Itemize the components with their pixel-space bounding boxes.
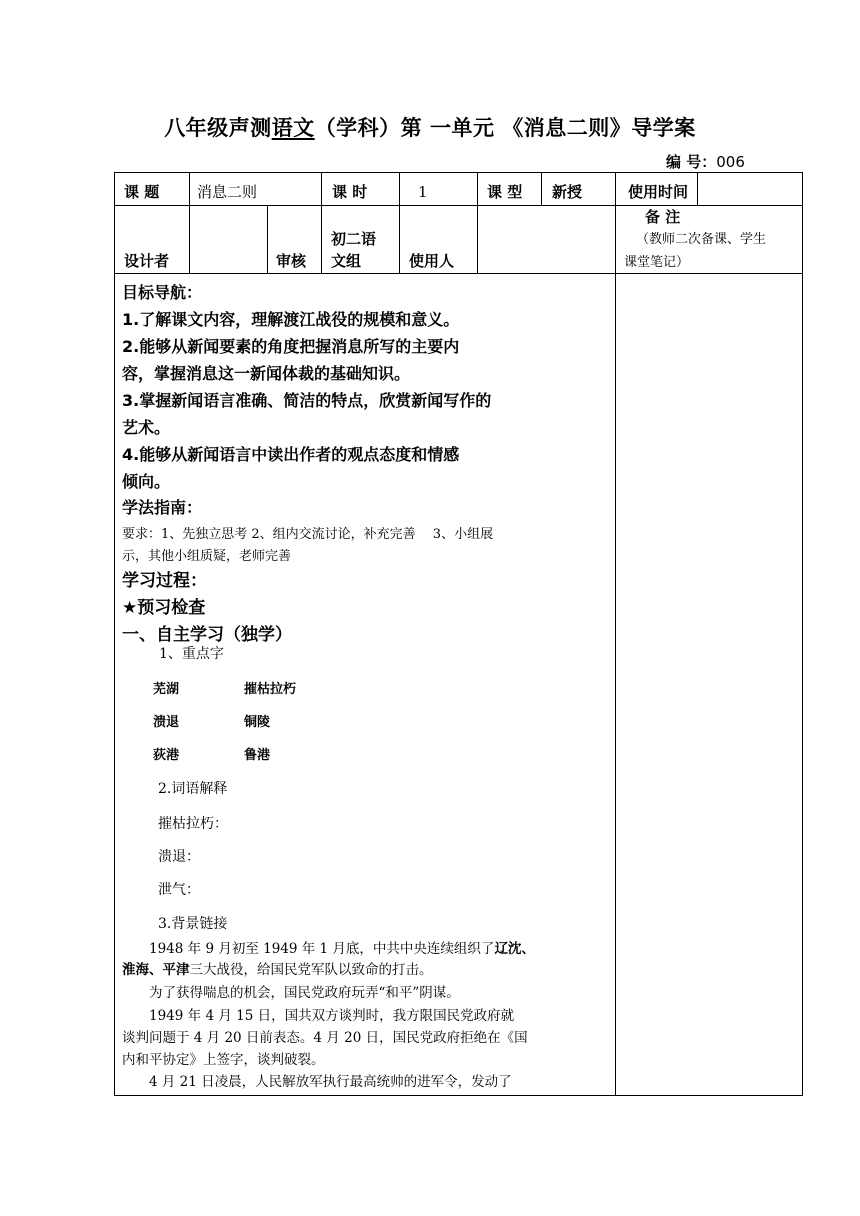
table-col-divider: [321, 172, 322, 273]
background-text: 三大战役，给国民党军队以致命的打击。: [189, 962, 433, 978]
goal-item: 2.能够从新闻要素的角度把握消息所写的主要内: [122, 337, 460, 356]
vocab-heading: 2.词语解释: [158, 781, 228, 797]
process-heading: 学习过程：: [122, 571, 207, 591]
goal-item: 1.了解课文内容，理解渡江战役的规模和意义。: [122, 310, 460, 329]
method-requirements: [122, 524, 612, 568]
table-col-divider: [399, 172, 400, 273]
key-char-word: 溃退: [153, 715, 180, 730]
title-prefix: 八年级声测: [164, 116, 272, 140]
table-col-divider: [697, 172, 698, 206]
notes-column-divider: [615, 172, 616, 1096]
use-time-label: 使用时间: [628, 183, 689, 201]
table-col-divider: [477, 172, 478, 273]
group-value-line1: 初二语: [331, 230, 377, 248]
page-title: [0, 112, 860, 142]
subject-underlined: 语文: [271, 116, 315, 140]
battle-names: 辽沈、: [494, 941, 535, 957]
goal-item: 3.掌握新闻语言准确、简洁的特点，欣赏新闻写作的: [122, 391, 492, 410]
lesson-content: [122, 280, 612, 649]
goal-item: 容，掌握消息这一新闻体裁的基础知识。: [122, 364, 411, 383]
key-char-word: 鲁港: [244, 748, 271, 763]
table-col-divider: [189, 172, 190, 273]
vocab-item: 泄气：: [158, 882, 200, 898]
doc-no-label: 编 号：: [666, 153, 717, 171]
topic-label: 课 题: [124, 183, 160, 201]
user-label: 使用人: [409, 252, 455, 270]
type-value: 新授: [552, 183, 583, 201]
background-heading: 3.背景链接: [158, 916, 228, 932]
background-line: 内和平协定》上签字，谈判破裂。: [122, 1052, 325, 1068]
preview-heading: ★预习检查: [122, 598, 206, 618]
self-study-heading: 一、自主学习（独学）: [122, 625, 292, 645]
group-value-line2: 文组: [331, 252, 362, 270]
notes-line1: （教师二次备课、学生: [636, 232, 767, 247]
hours-value: 1: [418, 183, 428, 201]
table-col-divider: [267, 205, 268, 273]
key-char-word: 荻港: [153, 748, 180, 763]
vocab-item: 摧枯拉朽：: [158, 816, 228, 832]
background-line: 1949 年 4 月 15 日，国共双方谈判时，我方限国民党政府就: [122, 1008, 515, 1024]
background-line: 谈判问题于 4 月 20 日前表态。4 月 20 日，国民党政府拒绝在《国: [122, 1030, 528, 1046]
background-line: 为了获得喘息的机会，国民党政府玩弄“和平”阴谋。: [122, 985, 460, 1001]
type-label: 课 型: [487, 183, 523, 201]
key-char-word: 摧枯拉朽: [244, 682, 297, 697]
method-heading: 学法指南：: [122, 498, 203, 517]
doc-no-value: 006: [716, 153, 745, 171]
key-chars-heading: 1、重点字: [159, 646, 224, 662]
goal-item: 倾向。: [122, 472, 171, 491]
goal-item: 艺术。: [122, 418, 171, 437]
goal-item: 4.能够从新闻语言中读出作者的观点态度和情感: [122, 445, 460, 464]
goals-heading: 目标导航：: [122, 283, 203, 302]
hours-label: 课 时: [332, 183, 368, 201]
table-row-divider: [114, 273, 803, 274]
method-line: 要求：1、先独立思考 2、组内交流讨论，补充完善 3、小组展: [122, 527, 494, 542]
notes-title: 备 注: [645, 208, 681, 226]
reviewer-label: 审核: [276, 252, 307, 270]
notes-line2: 课堂笔记）: [624, 255, 690, 270]
table-col-divider: [541, 172, 542, 206]
title-suffix: （学科）第 一单元 《消息二则》导学案: [314, 116, 696, 140]
background-line: 4 月 21 日凌晨，人民解放军执行最高统帅的进军令，发动了: [122, 1074, 512, 1090]
key-char-word: 芜湖: [153, 682, 180, 697]
background-line: [122, 939, 535, 960]
background-line: [122, 960, 433, 981]
table-row-divider: [114, 205, 803, 206]
method-line: 示，其他小组质疑，老师完善: [122, 549, 292, 564]
key-char-word: 铜陵: [244, 715, 271, 730]
vocab-item: 溃退：: [158, 849, 200, 865]
document-number: [666, 151, 745, 172]
designer-label: 设计者: [124, 252, 170, 270]
battle-names: 淮海、平津: [122, 962, 190, 978]
topic-value: 消息二则: [197, 183, 258, 201]
background-text: 1948 年 9 月初至 1949 年 1 月底，中共中央连续组织了: [122, 941, 495, 957]
